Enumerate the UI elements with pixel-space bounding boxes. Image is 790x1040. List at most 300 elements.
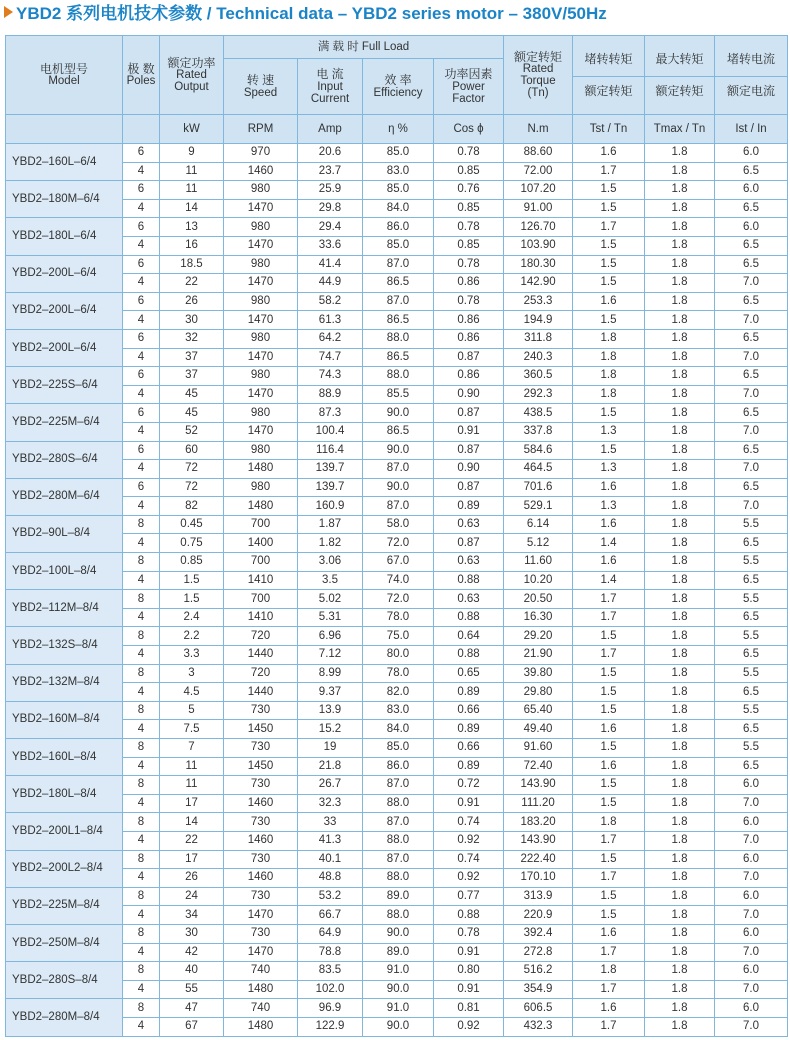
data-cell: 1.5 xyxy=(573,776,645,795)
data-cell: 23.7 xyxy=(298,162,363,181)
data-cell: 3 xyxy=(160,664,224,683)
data-cell: 8 xyxy=(123,776,160,795)
data-cell: 1.8 xyxy=(645,720,715,739)
data-cell: 1.8 xyxy=(645,701,715,720)
data-cell: 1.5 xyxy=(573,794,645,813)
data-cell: 1470 xyxy=(224,199,298,218)
table-row xyxy=(6,422,788,441)
model-cell: YBD2–280S–8/4 xyxy=(6,962,123,999)
data-cell: 464.5 xyxy=(504,460,573,479)
data-cell: 1.6 xyxy=(573,515,645,534)
header-divider xyxy=(573,76,644,77)
unit-cell: η % xyxy=(363,115,434,144)
data-cell: 6.5 xyxy=(715,236,788,255)
data-cell: 24 xyxy=(160,887,224,906)
data-cell: 1.7 xyxy=(573,162,645,181)
data-cell: 19 xyxy=(298,739,363,758)
data-cell: 1.5 xyxy=(573,664,645,683)
data-cell: 4 xyxy=(123,831,160,850)
data-cell: 45 xyxy=(160,404,224,423)
data-cell: 107.20 xyxy=(504,181,573,200)
data-cell: 6.5 xyxy=(715,404,788,423)
header-torque-en3: (Tn) xyxy=(527,87,549,100)
data-cell: 78.0 xyxy=(363,664,434,683)
data-cell: 6 xyxy=(123,478,160,497)
model-cell: YBD2–90L–8/4 xyxy=(6,515,123,552)
header-locked-torque-zh1: 堵转转矩 xyxy=(584,51,633,66)
data-cell: 30 xyxy=(160,924,224,943)
model-cell: YBD2–280M–6/4 xyxy=(6,478,123,515)
data-cell: 1.6 xyxy=(573,478,645,497)
data-cell: 25.9 xyxy=(298,181,363,200)
data-cell: 1.8 xyxy=(645,980,715,999)
data-cell: 16.30 xyxy=(504,608,573,627)
table-row xyxy=(6,646,788,665)
data-cell: 1.7 xyxy=(573,831,645,850)
data-cell: 0.65 xyxy=(434,664,504,683)
data-cell: 311.8 xyxy=(504,329,573,348)
header-output-zh: 额定功率 xyxy=(167,55,216,70)
data-cell: 1.3 xyxy=(573,460,645,479)
data-cell: 1.5 xyxy=(573,181,645,200)
data-cell: 4 xyxy=(123,646,160,665)
data-cell: 29.4 xyxy=(298,218,363,237)
table-row xyxy=(6,236,788,255)
data-cell: 86.5 xyxy=(363,348,434,367)
data-cell: 1.5 xyxy=(160,571,224,590)
data-cell: 0.63 xyxy=(434,515,504,534)
data-cell: 6.5 xyxy=(715,199,788,218)
data-cell: 87.0 xyxy=(363,460,434,479)
header-max-torque-zh1: 最大转矩 xyxy=(655,51,704,66)
data-cell: 7.0 xyxy=(715,311,788,330)
data-cell: 4 xyxy=(123,385,160,404)
data-cell: 6 xyxy=(123,329,160,348)
data-cell: 8.99 xyxy=(298,664,363,683)
data-cell: 980 xyxy=(224,404,298,423)
data-cell: 84.0 xyxy=(363,720,434,739)
data-cell: 61.3 xyxy=(298,311,363,330)
header-output-en2: Output xyxy=(174,81,209,94)
header-efficiency xyxy=(363,59,434,115)
data-cell: 7.0 xyxy=(715,385,788,404)
data-cell: 0.88 xyxy=(434,571,504,590)
data-cell: 740 xyxy=(224,962,298,981)
data-cell: 1.8 xyxy=(645,497,715,516)
data-cell: 6 xyxy=(123,292,160,311)
data-cell: 1470 xyxy=(224,311,298,330)
header-power-factor-en1: Power xyxy=(452,80,485,93)
table-row xyxy=(6,497,788,516)
data-cell: 5.31 xyxy=(298,608,363,627)
data-cell: 88.0 xyxy=(363,906,434,925)
table-row xyxy=(6,627,788,646)
model-cell: YBD2–132M–8/4 xyxy=(6,664,123,701)
data-cell: 1470 xyxy=(224,422,298,441)
data-cell: 0.66 xyxy=(434,739,504,758)
data-cell: 0.80 xyxy=(434,962,504,981)
data-cell: 1.8 xyxy=(645,422,715,441)
data-cell: 39.80 xyxy=(504,664,573,683)
data-cell: 139.7 xyxy=(298,478,363,497)
data-cell: 75.0 xyxy=(363,627,434,646)
data-cell: 7.0 xyxy=(715,794,788,813)
data-cell: 180.30 xyxy=(504,255,573,274)
data-cell: 14 xyxy=(160,199,224,218)
header-full-load: 满 载 时 Full Load xyxy=(224,36,504,59)
data-cell: 0.76 xyxy=(434,181,504,200)
model-cell: YBD2–112M–8/4 xyxy=(6,590,123,627)
data-cell: 0.87 xyxy=(434,441,504,460)
data-cell: 516.2 xyxy=(504,962,573,981)
data-cell: 1.5 xyxy=(573,311,645,330)
data-cell: 6 xyxy=(123,404,160,423)
table-row xyxy=(6,850,788,869)
data-cell: 6.0 xyxy=(715,144,788,163)
header-poles-zh: 极 数 xyxy=(127,61,155,76)
data-cell: 6.0 xyxy=(715,813,788,832)
data-cell: 67.0 xyxy=(363,553,434,572)
data-cell: 4 xyxy=(123,943,160,962)
data-cell: 116.4 xyxy=(298,441,363,460)
data-cell: 313.9 xyxy=(504,887,573,906)
data-cell: 45 xyxy=(160,385,224,404)
data-cell: 87.3 xyxy=(298,404,363,423)
data-cell: 1.8 xyxy=(645,590,715,609)
header-output-en1: Rated xyxy=(176,69,207,82)
data-cell: 1.8 xyxy=(573,329,645,348)
data-cell: 1.8 xyxy=(645,850,715,869)
data-cell: 720 xyxy=(224,627,298,646)
data-cell: 3.5 xyxy=(298,571,363,590)
data-cell: 72.00 xyxy=(504,162,573,181)
unit-cell: kW xyxy=(160,115,224,144)
data-cell: 7.0 xyxy=(715,980,788,999)
data-cell: 6 xyxy=(123,144,160,163)
data-cell: 1.8 xyxy=(645,181,715,200)
model-cell: YBD2–280S–6/4 xyxy=(6,441,123,478)
data-cell: 4 xyxy=(123,906,160,925)
unit-cell: N.m xyxy=(504,115,573,144)
data-cell: 96.9 xyxy=(298,999,363,1018)
data-cell: 1470 xyxy=(224,348,298,367)
data-cell: 253.3 xyxy=(504,292,573,311)
data-cell: 730 xyxy=(224,813,298,832)
table-row xyxy=(6,869,788,888)
data-cell: 1.5 xyxy=(573,887,645,906)
data-cell: 1.8 xyxy=(645,385,715,404)
data-cell: 26 xyxy=(160,292,224,311)
data-cell: 0.75 xyxy=(160,534,224,553)
data-cell: 72 xyxy=(160,478,224,497)
data-cell: 4 xyxy=(123,1017,160,1036)
data-cell: 48.8 xyxy=(298,869,363,888)
data-cell: 90.0 xyxy=(363,404,434,423)
data-cell: 720 xyxy=(224,664,298,683)
model-cell: YBD2–200L–6/4 xyxy=(6,255,123,292)
data-cell: 0.92 xyxy=(434,831,504,850)
data-cell: 91.00 xyxy=(504,199,573,218)
data-cell: 88.9 xyxy=(298,385,363,404)
data-cell: 1.8 xyxy=(645,534,715,553)
data-cell: 90.0 xyxy=(363,441,434,460)
table-row xyxy=(6,553,788,572)
data-cell: 4 xyxy=(123,720,160,739)
data-cell: 4 xyxy=(123,980,160,999)
data-cell: 44.9 xyxy=(298,274,363,293)
data-cell: 1460 xyxy=(224,831,298,850)
header-locked-torque-zh2: 额定转矩 xyxy=(584,83,633,98)
data-cell: 85.5 xyxy=(363,385,434,404)
data-cell: 1.6 xyxy=(573,292,645,311)
data-cell: 4.5 xyxy=(160,683,224,702)
data-cell: 47 xyxy=(160,999,224,1018)
data-cell: 0.90 xyxy=(434,385,504,404)
table-row xyxy=(6,274,788,293)
table-row xyxy=(6,943,788,962)
data-cell: 1.7 xyxy=(573,980,645,999)
data-cell: 0.85 xyxy=(434,199,504,218)
data-cell: 1.8 xyxy=(645,831,715,850)
data-cell: 83.0 xyxy=(363,162,434,181)
data-cell: 85.0 xyxy=(363,144,434,163)
header-locked-current-zh2: 额定电流 xyxy=(727,83,776,98)
data-cell: 6.5 xyxy=(715,720,788,739)
data-cell: 85.0 xyxy=(363,739,434,758)
data-cell: 0.63 xyxy=(434,590,504,609)
data-cell: 4 xyxy=(123,683,160,702)
data-cell: 1.8 xyxy=(573,367,645,386)
data-cell: 1480 xyxy=(224,460,298,479)
data-cell: 6 xyxy=(123,181,160,200)
model-cell: YBD2–160M–8/4 xyxy=(6,701,123,738)
header-current xyxy=(298,59,363,115)
data-cell: 1.8 xyxy=(573,813,645,832)
data-cell: 160.9 xyxy=(298,497,363,516)
data-cell: 10.20 xyxy=(504,571,573,590)
model-cell: YBD2–225S–6/4 xyxy=(6,367,123,404)
table-row xyxy=(6,590,788,609)
table-row xyxy=(6,329,788,348)
data-cell: 1.4 xyxy=(573,571,645,590)
data-cell: 74.0 xyxy=(363,571,434,590)
data-cell: 6 xyxy=(123,367,160,386)
data-cell: 20.6 xyxy=(298,144,363,163)
data-cell: 1.8 xyxy=(645,887,715,906)
data-cell: 5.5 xyxy=(715,515,788,534)
model-cell: YBD2–100L–8/4 xyxy=(6,553,123,590)
data-cell: 360.5 xyxy=(504,367,573,386)
data-cell: 42 xyxy=(160,943,224,962)
data-cell: 67 xyxy=(160,1017,224,1036)
data-cell: 1.7 xyxy=(573,943,645,962)
data-cell: 84.0 xyxy=(363,199,434,218)
data-cell: 86.0 xyxy=(363,757,434,776)
header-efficiency-zh: 效 率 xyxy=(384,73,412,88)
data-cell: 1480 xyxy=(224,1017,298,1036)
data-cell: 29.8 xyxy=(298,199,363,218)
data-cell: 6.5 xyxy=(715,646,788,665)
data-cell: 52 xyxy=(160,422,224,441)
data-cell: 0.66 xyxy=(434,701,504,720)
data-cell: 1.8 xyxy=(645,906,715,925)
table-row xyxy=(6,999,788,1018)
data-cell: 88.0 xyxy=(363,329,434,348)
data-cell: 1.8 xyxy=(645,144,715,163)
data-cell: 7.0 xyxy=(715,460,788,479)
data-cell: 1.5 xyxy=(573,739,645,758)
data-cell: 7.0 xyxy=(715,869,788,888)
data-cell: 1450 xyxy=(224,720,298,739)
data-cell: 58.2 xyxy=(298,292,363,311)
data-cell: 6.0 xyxy=(715,850,788,869)
data-cell: 5.5 xyxy=(715,627,788,646)
data-cell: 89.0 xyxy=(363,943,434,962)
data-cell: 2.4 xyxy=(160,608,224,627)
header-speed xyxy=(224,59,298,115)
data-cell: 2.2 xyxy=(160,627,224,646)
data-cell: 80.0 xyxy=(363,646,434,665)
data-cell: 88.0 xyxy=(363,831,434,850)
data-cell: 292.3 xyxy=(504,385,573,404)
data-cell: 8 xyxy=(123,924,160,943)
data-cell: 1.8 xyxy=(645,664,715,683)
data-cell: 88.0 xyxy=(363,794,434,813)
header-speed-zh: 转 速 xyxy=(246,73,275,88)
data-cell: 1.6 xyxy=(573,999,645,1018)
data-cell: 6.5 xyxy=(715,478,788,497)
data-cell: 0.74 xyxy=(434,850,504,869)
data-cell: 9.37 xyxy=(298,683,363,702)
data-cell: 980 xyxy=(224,441,298,460)
table-row xyxy=(6,311,788,330)
model-cell: YBD2–225M–6/4 xyxy=(6,404,123,441)
header-poles xyxy=(123,36,160,115)
table-row xyxy=(6,571,788,590)
data-cell: 33.6 xyxy=(298,236,363,255)
data-cell: 4 xyxy=(123,422,160,441)
data-cell: 6.0 xyxy=(715,999,788,1018)
data-cell: 0.85 xyxy=(434,236,504,255)
data-cell: 0.91 xyxy=(434,422,504,441)
data-cell: 0.92 xyxy=(434,869,504,888)
data-cell: 83.5 xyxy=(298,962,363,981)
data-cell: 220.9 xyxy=(504,906,573,925)
table-row xyxy=(6,460,788,479)
data-cell: 1480 xyxy=(224,497,298,516)
data-cell: 0.86 xyxy=(434,329,504,348)
data-cell: 1.8 xyxy=(645,794,715,813)
data-cell: 7.0 xyxy=(715,348,788,367)
header-model-en: Model xyxy=(48,75,80,88)
data-cell: 5.12 xyxy=(504,534,573,553)
data-cell: 0.92 xyxy=(434,1017,504,1036)
data-cell: 0.64 xyxy=(434,627,504,646)
data-cell: 7.0 xyxy=(715,1017,788,1036)
data-cell: 6.96 xyxy=(298,627,363,646)
data-cell: 584.6 xyxy=(504,441,573,460)
table-row xyxy=(6,887,788,906)
data-cell: 1.6 xyxy=(573,144,645,163)
data-cell: 74.3 xyxy=(298,367,363,386)
data-cell: 1.8 xyxy=(645,999,715,1018)
data-cell: 4 xyxy=(123,236,160,255)
data-cell: 82 xyxy=(160,497,224,516)
table-row xyxy=(6,162,788,181)
data-cell: 143.90 xyxy=(504,831,573,850)
data-cell: 34 xyxy=(160,906,224,925)
data-cell: 730 xyxy=(224,850,298,869)
data-cell: 5 xyxy=(160,701,224,720)
data-cell: 26 xyxy=(160,869,224,888)
data-cell: 7.0 xyxy=(715,831,788,850)
data-cell: 970 xyxy=(224,144,298,163)
data-cell: 72.40 xyxy=(504,757,573,776)
data-cell: 72.0 xyxy=(363,534,434,553)
header-torque xyxy=(504,36,573,115)
technical-data-table xyxy=(5,35,788,1037)
data-cell: 6.5 xyxy=(715,757,788,776)
data-cell: 86.5 xyxy=(363,311,434,330)
data-cell: 1.3 xyxy=(573,497,645,516)
data-cell: 8 xyxy=(123,590,160,609)
model-cell: YBD2–200L1–8/4 xyxy=(6,813,123,850)
data-cell: 1.7 xyxy=(573,608,645,627)
data-cell: 87.0 xyxy=(363,850,434,869)
data-cell: 4 xyxy=(123,869,160,888)
data-cell: 6.5 xyxy=(715,534,788,553)
table-row xyxy=(6,664,788,683)
header-current-zh: 电 流 xyxy=(316,67,344,82)
data-cell: 5.5 xyxy=(715,553,788,572)
header-output xyxy=(160,36,224,115)
data-cell: 86.5 xyxy=(363,422,434,441)
data-cell: 1.8 xyxy=(645,813,715,832)
data-cell: 1.5 xyxy=(573,404,645,423)
data-cell: 64.9 xyxy=(298,924,363,943)
data-cell: 1.7 xyxy=(573,646,645,665)
data-cell: 1.8 xyxy=(645,348,715,367)
data-cell: 0.78 xyxy=(434,292,504,311)
header-current-en2: Current xyxy=(310,92,350,105)
data-cell: 15.2 xyxy=(298,720,363,739)
table-row xyxy=(6,739,788,758)
data-cell: 17 xyxy=(160,794,224,813)
data-cell: 6.5 xyxy=(715,571,788,590)
unit-blank xyxy=(6,115,123,144)
data-cell: 21.8 xyxy=(298,757,363,776)
data-cell: 87.0 xyxy=(363,255,434,274)
data-cell: 66.7 xyxy=(298,906,363,925)
data-cell: 126.70 xyxy=(504,218,573,237)
table-row xyxy=(6,794,788,813)
data-cell: 4 xyxy=(123,162,160,181)
data-cell: 730 xyxy=(224,701,298,720)
data-cell: 1410 xyxy=(224,571,298,590)
data-cell: 11 xyxy=(160,181,224,200)
table-row xyxy=(6,757,788,776)
data-cell: 0.72 xyxy=(434,776,504,795)
data-cell: 6.5 xyxy=(715,367,788,386)
data-cell: 1470 xyxy=(224,274,298,293)
data-cell: 1.5 xyxy=(160,590,224,609)
data-cell: 1.7 xyxy=(573,1017,645,1036)
data-cell: 0.89 xyxy=(434,497,504,516)
data-cell: 1.8 xyxy=(645,311,715,330)
data-cell: 29.20 xyxy=(504,627,573,646)
data-cell: 1.8 xyxy=(645,199,715,218)
header-torque-zh: 额定转矩 xyxy=(514,49,563,64)
